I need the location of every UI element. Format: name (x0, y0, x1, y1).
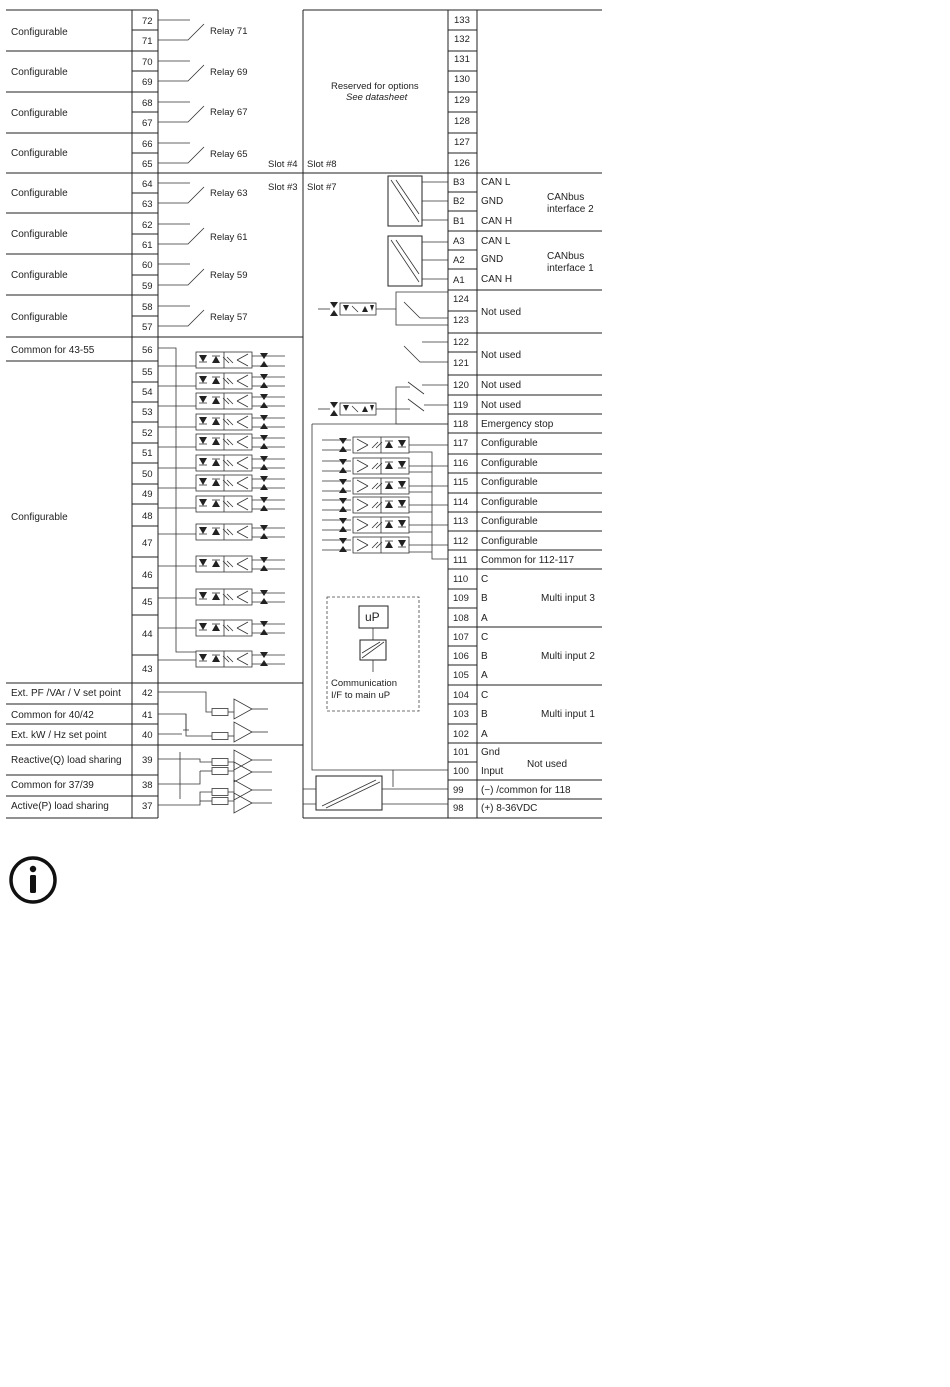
multi-input-title: Multi input 3 (541, 593, 595, 604)
terminal-number: 63 (142, 199, 153, 210)
terminal-number: 59 (142, 281, 153, 292)
row-label: Configurable (481, 477, 538, 488)
input-letter: B (481, 593, 488, 604)
communication-block (327, 597, 419, 711)
terminal-number: 58 (142, 302, 153, 313)
terminal-number: 70 (142, 57, 153, 68)
relay-label: Relay 59 (210, 270, 248, 281)
input-letter: C (481, 574, 489, 585)
terminal-number: 50 (142, 469, 153, 480)
analog-label: Common for 40/42 (11, 710, 94, 721)
terminal-number: 57 (142, 322, 153, 333)
terminal-number: 119 (453, 400, 469, 411)
terminal-number: 98 (453, 803, 464, 814)
reserved-text: Reserved for options (331, 81, 419, 92)
terminal-number: 41 (142, 710, 153, 721)
input-letter: C (481, 632, 489, 643)
configurable-label: Configurable (11, 512, 68, 523)
terminal-number: 65 (142, 159, 153, 170)
slot-label: Slot #4 (268, 159, 298, 170)
terminal-number: 40 (142, 730, 153, 741)
terminal-number: 109 (453, 593, 469, 604)
analog-label: Reactive(Q) load sharing (11, 755, 122, 766)
terminal-number: 132 (454, 34, 470, 45)
signal-label: CAN H (481, 216, 513, 227)
row-label: Configurable (481, 458, 538, 469)
analog-label: Common for 37/39 (11, 780, 94, 791)
terminal-number: 131 (454, 54, 470, 65)
relay-row-label: Configurable (11, 148, 68, 159)
relay-row-label: Configurable (11, 229, 68, 240)
relay-label: Relay 69 (210, 67, 248, 78)
input-letter: A (481, 670, 488, 681)
signal-label: CAN H (481, 274, 513, 285)
multi-input-title: Multi input 2 (541, 651, 595, 662)
terminal-number: 53 (142, 407, 153, 418)
terminal-number: 38 (142, 780, 153, 791)
terminal-number: 61 (142, 240, 153, 251)
row-label: Gnd (481, 747, 500, 758)
row-label: (−) /common for 118 (481, 785, 571, 796)
terminal-number: 47 (142, 538, 153, 549)
terminal-number: 117 (453, 438, 469, 449)
terminal-number: 116 (453, 458, 469, 469)
relay-output-circuit (318, 292, 448, 411)
terminal-number: 42 (142, 688, 153, 699)
analog-label: Active(P) load sharing (11, 801, 109, 812)
terminal-number: 68 (142, 98, 153, 109)
canbus-title: interface 1 (547, 263, 594, 274)
slot-label: Slot #3 (268, 182, 298, 193)
terminal-number: A1 (453, 275, 465, 286)
slot-label: Slot #7 (307, 182, 337, 193)
row-label: Not used (481, 400, 522, 411)
input-letter: B (481, 651, 488, 662)
row-label: Not used (481, 307, 522, 318)
relay-row-label: Configurable (11, 312, 68, 323)
row-label: Configurable (481, 516, 538, 527)
terminal-number: B3 (453, 177, 465, 188)
input-letter: A (481, 729, 488, 740)
signal-label: GND (481, 254, 504, 265)
relay-label: Relay 63 (210, 188, 248, 199)
terminal-number: 130 (454, 74, 470, 85)
terminal-number: 64 (142, 179, 153, 190)
canbus-title: interface 2 (547, 204, 594, 215)
terminal-number: 126 (454, 158, 470, 169)
power-supply-block (303, 776, 448, 810)
terminal-number: 49 (142, 489, 153, 500)
relay-label: Relay 61 (210, 232, 248, 243)
terminal-number: 69 (142, 77, 153, 88)
terminal-number: 120 (453, 380, 469, 391)
relay-label: Relay 71 (210, 26, 248, 37)
terminal-number: 115 (453, 477, 469, 488)
terminal-number: 37 (142, 801, 153, 812)
signal-label: GND (481, 196, 504, 207)
info-circle-icon (8, 855, 58, 905)
terminal-number: 60 (142, 260, 153, 271)
terminal-number: 55 (142, 367, 153, 378)
relay-label: Relay 65 (210, 149, 248, 160)
load-sharing-circuit (158, 750, 272, 813)
input-letter: C (481, 690, 489, 701)
terminal-number: 66 (142, 139, 153, 150)
terminal-number: 113 (453, 516, 469, 527)
terminal-number: 128 (454, 116, 470, 127)
terminal-number: 100 (453, 766, 469, 777)
terminal-number: 48 (142, 511, 153, 522)
row-label: Emergency stop (481, 419, 554, 430)
up-label: uP (365, 610, 380, 624)
terminal-number: 107 (453, 632, 469, 643)
relay-row-label: Configurable (11, 188, 68, 199)
relay-row-label: Configurable (11, 270, 68, 281)
relay-row-label: Configurable (11, 67, 68, 78)
terminal-number: B2 (453, 196, 465, 207)
terminal-number: 110 (453, 574, 469, 585)
row-label: Configurable (481, 536, 538, 547)
digital-input-optocouplers (158, 348, 285, 667)
slot-label: Slot #8 (307, 159, 337, 170)
relay-label: Relay 57 (210, 312, 248, 323)
terminal-number: 39 (142, 755, 153, 766)
canbus-title: CANbus (547, 251, 585, 262)
input-letter: B (481, 709, 488, 720)
relay-row-label: Configurable (11, 27, 68, 38)
terminal-number: 52 (142, 428, 153, 439)
can-isolator (388, 176, 448, 286)
relay-row-label: Configurable (11, 108, 68, 119)
terminal-number: 133 (454, 15, 470, 26)
row-label: Not used (481, 350, 522, 361)
terminal-number: 102 (453, 729, 469, 740)
terminal-number: 108 (453, 613, 469, 624)
row-label: (+) 8-36VDC (481, 803, 538, 814)
terminal-number: B1 (453, 216, 465, 227)
terminal-number: 105 (453, 670, 469, 681)
relay-label: Relay 67 (210, 107, 248, 118)
terminal-number: 127 (454, 137, 470, 148)
terminal-number: 114 (453, 497, 469, 508)
input-letter: A (481, 613, 488, 624)
analog-input-circuit (158, 692, 268, 742)
multi-input-title: Multi input 1 (541, 709, 595, 720)
terminal-number: 104 (453, 690, 469, 701)
row-label: Common for 112-117 (481, 555, 575, 566)
terminal-number: 118 (453, 419, 469, 430)
signal-label: CAN L (481, 236, 511, 247)
terminal-number: A2 (453, 255, 465, 266)
terminal-number: 106 (453, 651, 469, 662)
not-used-label: Not used (527, 759, 568, 770)
terminal-number: 129 (454, 95, 470, 106)
analog-label: Ext. kW / Hz set point (11, 730, 107, 741)
terminal-number: 72 (142, 16, 153, 27)
terminal-number: 67 (142, 118, 153, 129)
terminal-number: 56 (142, 345, 153, 356)
terminal-number: 54 (142, 387, 153, 398)
comm-label: Communication (331, 678, 397, 689)
terminal-number: 103 (453, 709, 469, 720)
reserved-subtext: See datasheet (346, 92, 408, 103)
relay-driver-circuit (318, 387, 448, 424)
terminal-number: 45 (142, 597, 153, 608)
terminal-number: 43 (142, 664, 153, 675)
signal-label: CAN L (481, 177, 511, 188)
comm-label: I/F to main uP (331, 690, 391, 701)
terminal-number: 44 (142, 629, 153, 640)
terminal-number: A3 (453, 236, 465, 247)
row-label: Configurable (481, 497, 538, 508)
row-label: Input (481, 766, 504, 777)
terminal-number: 122 (453, 337, 469, 348)
terminal-number: 62 (142, 220, 153, 231)
terminal-number: 123 (453, 315, 469, 326)
terminal-number: 111 (453, 555, 468, 566)
terminal-number: 51 (142, 448, 153, 459)
row-label: Configurable (481, 438, 538, 449)
analog-label: Ext. PF /VAr / V set point (11, 688, 121, 699)
common-label: Common for 43-55 (11, 345, 95, 356)
terminal-number: 121 (453, 358, 469, 369)
terminal-number: 101 (453, 747, 469, 758)
terminal-number: 112 (453, 536, 469, 547)
terminal-number: 124 (453, 294, 469, 305)
terminal-number: 71 (142, 36, 153, 47)
terminal-number: 46 (142, 570, 153, 581)
canbus-title: CANbus (547, 192, 585, 203)
terminal-number: 99 (453, 785, 464, 796)
row-label: Not used (481, 380, 522, 391)
